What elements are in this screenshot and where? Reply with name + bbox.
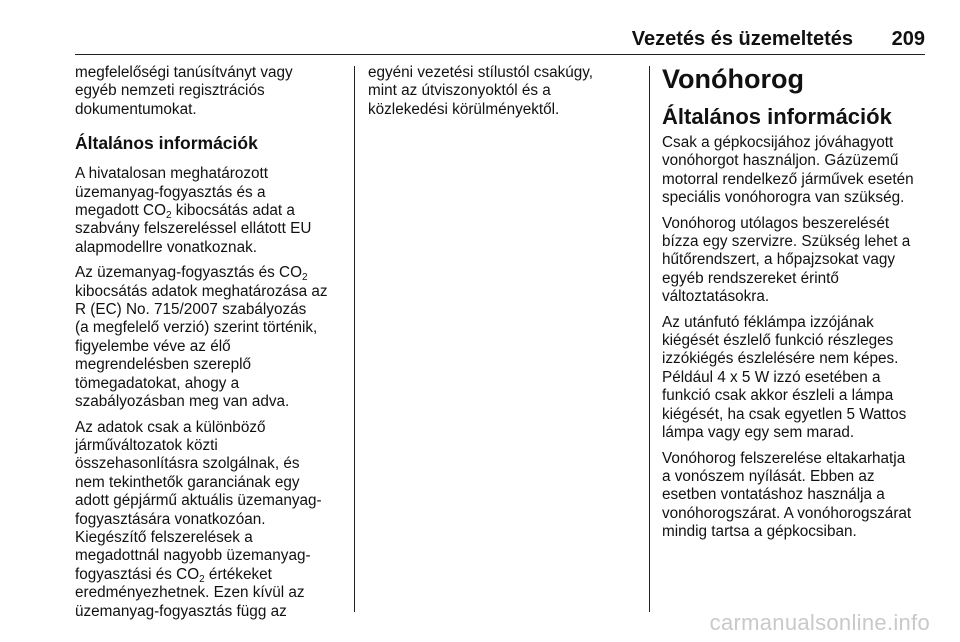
chapter-title: Vonóhorog [662,64,804,94]
section-title: Vezetés és üzemeltetés [631,28,853,50]
column-3 [662,64,932,549]
paragraph-approved-hitch: Csak a gépkocsijához jóváhagyott vonóhorgot használjon. Gázüzemű motorral rendelkező járművek esetén speciális vonóhorogra van szükség. [662,134,914,207]
page-header [75,28,925,55]
paragraph-official-consumption: A hivatalosan meghatározott üzemanyag-fogyasztás és a megadott $CO_2$ kibocsátás adat a szabvány felszereléssel ellátott EU alapmodellre vonatkoznak. [75,165,312,256]
page-number: 209 [891,28,925,50]
section-heading: Általános információk [75,133,258,154]
intro-paragraph: megfelelőségi tanúsítványt vagy egyéb nemzeti regisztrációs dokumentumokat. [75,64,293,118]
chapter-subtitle: Általános információk [662,104,892,129]
paragraph-regulation: Az üzemanyag-fogyasztás és $CO_2$ kibocsátás adatok meghatározása az R (EC) No. 715/2007 szabályozás (a megfelelő verzió) szerint történik, figyelembe véve az élő megrendelésben szereplő tömegadatokat, ahogy a szabályozásban meg van adva. [75,264,328,411]
paragraph-retrofit: Vonóhorog utólagos beszerelését bízza egy szervizre. Szükség lehet a hűtőrendszert, a hőpajzsokat vagy egyéb rendszereket érintő változtatásokra. [662,214,911,306]
paragraph-comparison: Az adatok csak a különböző járműváltozatok közti összehasonlításra szolgálnak, és nem tekinthetők garanciának egy adott gépjármű aktuális üzemanyag- fogyasztására vonatkozóan. Kiegészítő felszerelések a megadottnál nagyobb üzemanyag- fogyasztási és $CO_2$ értékeket eredményezhetnek. Ezen kívül az üzemanyag-fogyasztás függ az [75,418,322,620]
column-1 [75,64,350,628]
column-divider-2 [649,66,650,612]
paragraph-bulb-detection: Az utánfutó féklámpa izzójának kiégését észlelő funkció részleges izzókiégés észlelésére nem képes. Például 4 x 5 W izzó esetében a funkció csak akkor észleli a lámpa kiégését, ha csak egyetlen 5 Wattos lámpa vagy egy sem marad. [662,313,907,442]
column-divider-1 [354,66,355,612]
paragraph-continuation: egyéni vezetési stílustól csakúgy, mint az útviszonyoktól és a közlekedési körülményektől. [368,64,594,118]
paragraph-towing-eye: Vonóhorog felszerelése eltakarhatja a vonószem nyílását. Ebben az esetben vontatáshoz használja a vonóhorogszárat. A vonóhorogszárat mindig tartsa a gépkocsiban. [662,449,912,541]
watermark: carmanualsonline.info [709,610,930,635]
column-2 [368,64,643,126]
